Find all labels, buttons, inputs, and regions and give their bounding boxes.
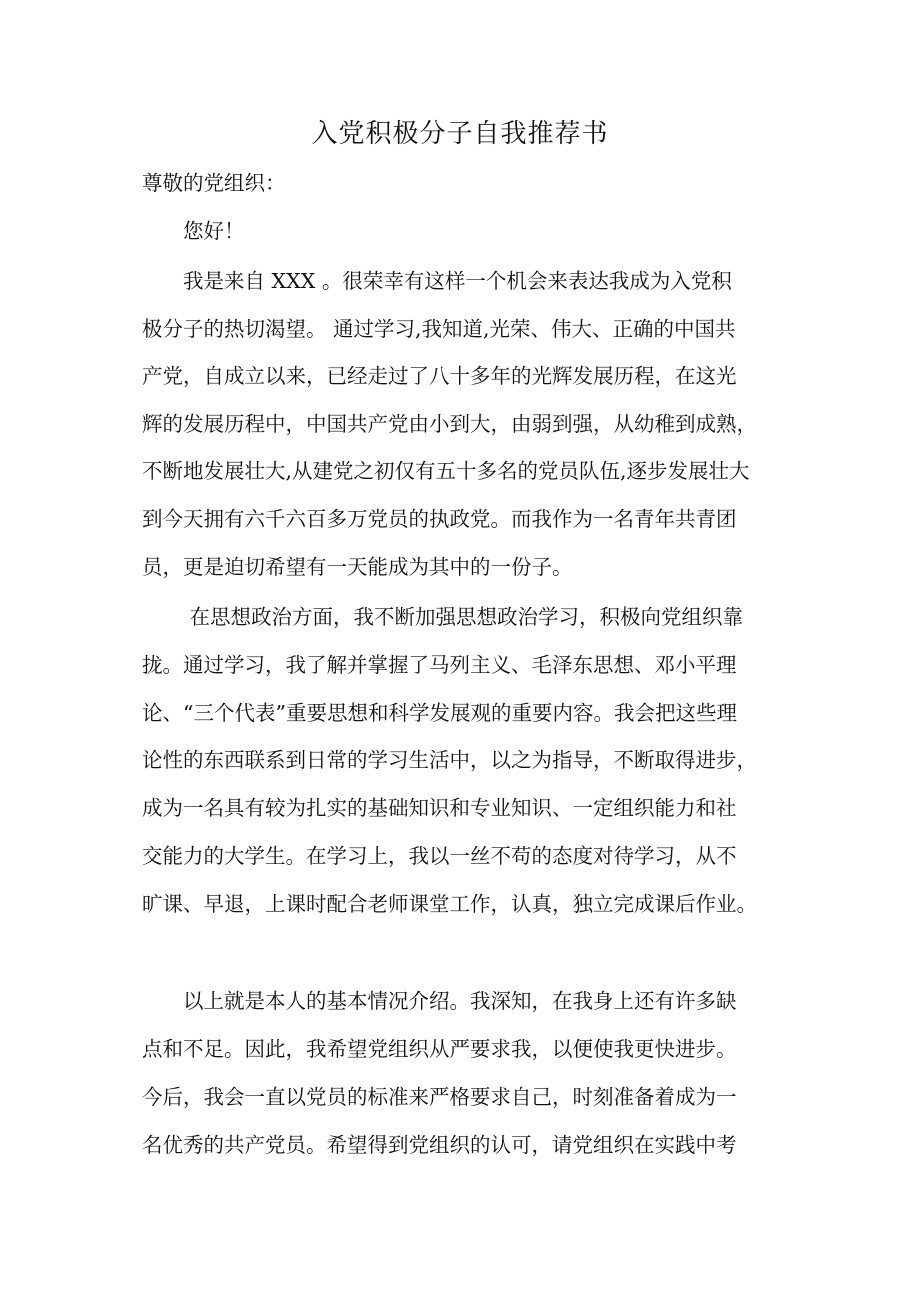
paragraph-1-line-4: 辉的发展历程中，中国共产党由小到大，由弱到强，从幼稚到成熟， <box>142 412 757 436</box>
paragraph-1-line-5: 不断地发展壮大,从建党之初仅有五十多名的党员队伍,逐步发展壮大 <box>142 459 750 483</box>
paragraph-3-line-3: 今后，我会一直以党员的标准来严格要求自己，时刻准备着成为一 <box>142 1085 737 1109</box>
paragraph-2-line-7: 旷课、早退，上课时配合老师课堂工作，认真，独立完成课后作业。 <box>142 892 757 916</box>
paragraph-2-line-1: 在思想政治方面，我不断加强思想政治学习，积极向党组织靠 <box>142 605 744 629</box>
paragraph-3-line-4: 名优秀的共产党员。希望得到党组织的认可，请党组织在实践中考 <box>142 1133 737 1157</box>
paragraph-1-line-6: 到今天拥有六千六百多万党员的执政党。而我作为一名青年共青团 <box>142 507 737 531</box>
salutation: 尊敬的党组织： <box>142 171 286 195</box>
document-title: 入党积极分子自我推荐书 <box>311 119 609 149</box>
greeting: 您好！ <box>142 219 245 243</box>
paragraph-2-line-6: 交能力的大学生。在学习上，我以一丝不苟的态度对待学习，从不 <box>142 844 737 868</box>
paragraph-1-line-1: 我是来自 XXX 。很荣幸有这样一个机会来表达我成为入党积 <box>142 269 732 293</box>
paragraph-2-line-4: 论性的东西联系到日常的学习生活中，以之为指导，不断取得进步， <box>142 748 757 772</box>
paragraph-2-line-2: 拢。通过学习，我了解并掌握了马列主义、毛泽东思想、邓小平理 <box>142 653 737 677</box>
paragraph-2-line-3: 论、“三个代表”重要思想和科学发展观的重要内容。我会把这些理 <box>142 701 737 725</box>
paragraph-2-line-5: 成为一名具有较为扎实的基础知识和专业知识、一定组织能力和社 <box>142 796 737 820</box>
paragraph-1-line-7: 员，更是迫切希望有一天能成为其中的一份子。 <box>142 555 573 579</box>
paragraph-1-line-3: 产党，自成立以来，已经走过了八十多年的光辉发展历程，在这光 <box>142 364 737 388</box>
paragraph-1-line-2: 极分子的热切渴望。 通过学习,我知道,光荣、伟大、正确的中国共 <box>142 317 736 341</box>
paragraph-3-line-1: 以上就是本人的基本情况介绍。我深知，在我身上还有许多缺 <box>142 989 737 1013</box>
paragraph-3-line-2: 点和不足。因此，我希望党组织从严要求我，以便使我更快进步。 <box>142 1037 737 1061</box>
